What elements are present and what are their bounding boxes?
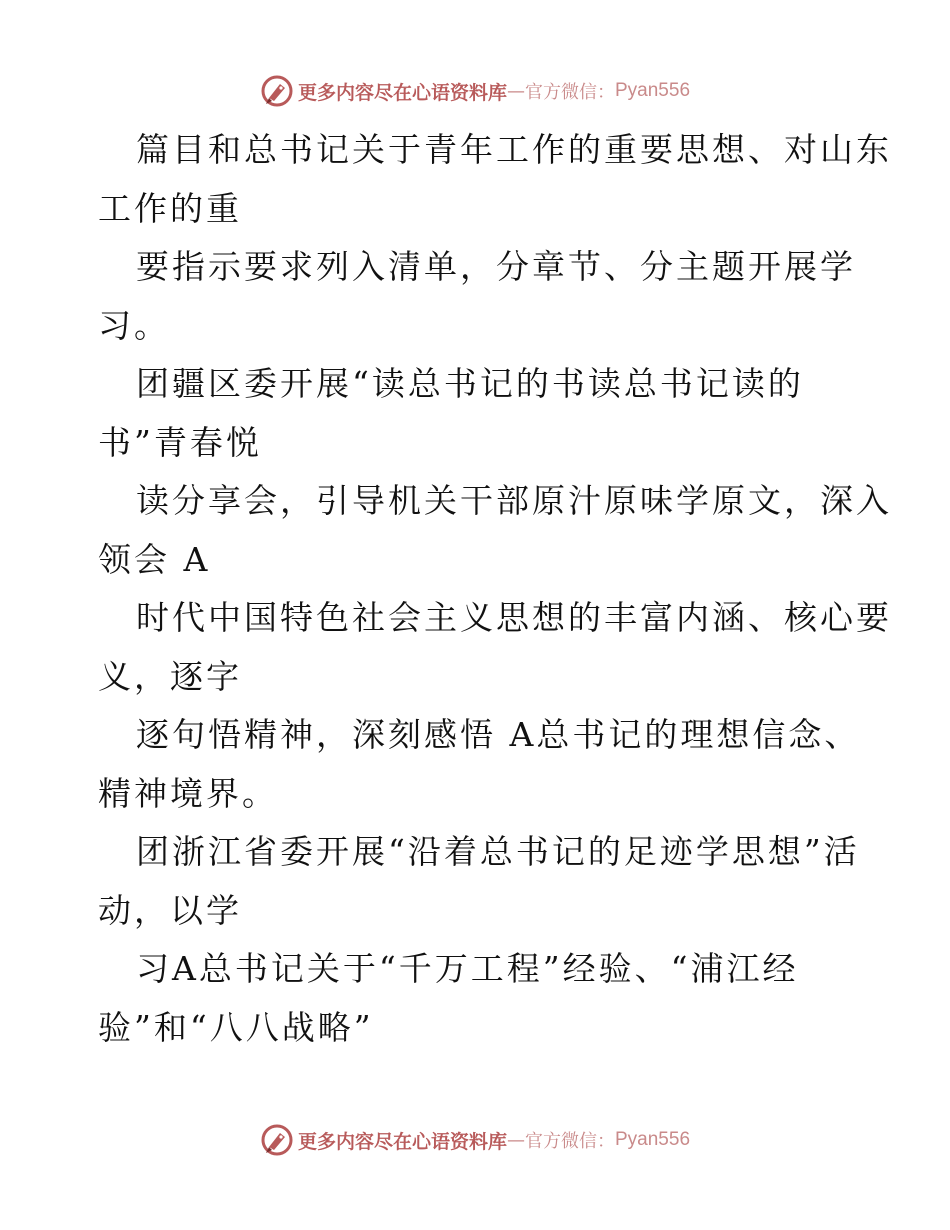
paragraph-line: 习A总书记关于“千万工程”经验、“浦江经 <box>136 949 799 988</box>
footer-title: 更多内容尽在心语资料库 <box>297 1130 507 1153</box>
footer-wechat-id: Pyan556 <box>615 1129 691 1150</box>
header-banner <box>0 71 950 111</box>
header-title: 更多内容尽在心语资料库 <box>297 81 507 104</box>
paragraph-line: 团疆区委开展“读总书记的书读总书记读的 <box>136 364 804 403</box>
paragraph-line: 精神境界。 <box>98 773 278 813</box>
pen-nib-logo-icon <box>260 1123 294 1157</box>
paragraph-line: 习。 <box>98 305 170 345</box>
paragraph-line: 书”青春悦 <box>98 422 262 462</box>
paragraph-line: 时代中国特色社会主义思想的丰富内涵、核心要 <box>136 598 892 637</box>
footer-dash: — <box>507 1129 525 1151</box>
paragraph-line: 义，逐字 <box>98 656 242 696</box>
footer-wechat-label: 官方微信： <box>525 1131 615 1152</box>
paragraph-line: 验”和“八八战略” <box>98 1007 374 1047</box>
paragraph-line: 团浙江省委开展“沿着总书记的足迹学思想”活 <box>136 832 860 871</box>
paragraph-line: 动，以学 <box>98 890 242 930</box>
pen-nib-logo-icon <box>260 74 294 108</box>
header-wechat-id: Pyan556 <box>615 80 691 101</box>
header-wechat-label: 官方微信： <box>525 82 615 103</box>
paragraph-line: 读分享会，引导机关干部原汁原味学原文，深入 <box>136 481 892 520</box>
paragraph-line: 逐句悟精神，深刻感悟 A总书记的理想信念、 <box>136 715 861 754</box>
header-dash: — <box>507 80 525 102</box>
document-body <box>98 121 892 1057</box>
paragraph-line: 领会 A <box>98 539 211 579</box>
paragraph-line: 工作的重 <box>98 188 242 228</box>
footer-banner <box>0 1120 950 1160</box>
paragraph-line: 要指示要求列入清单，分章节、分主题开展学 <box>136 247 856 286</box>
paragraph-line: 篇目和总书记关于青年工作的重要思想、对山东 <box>136 130 892 169</box>
